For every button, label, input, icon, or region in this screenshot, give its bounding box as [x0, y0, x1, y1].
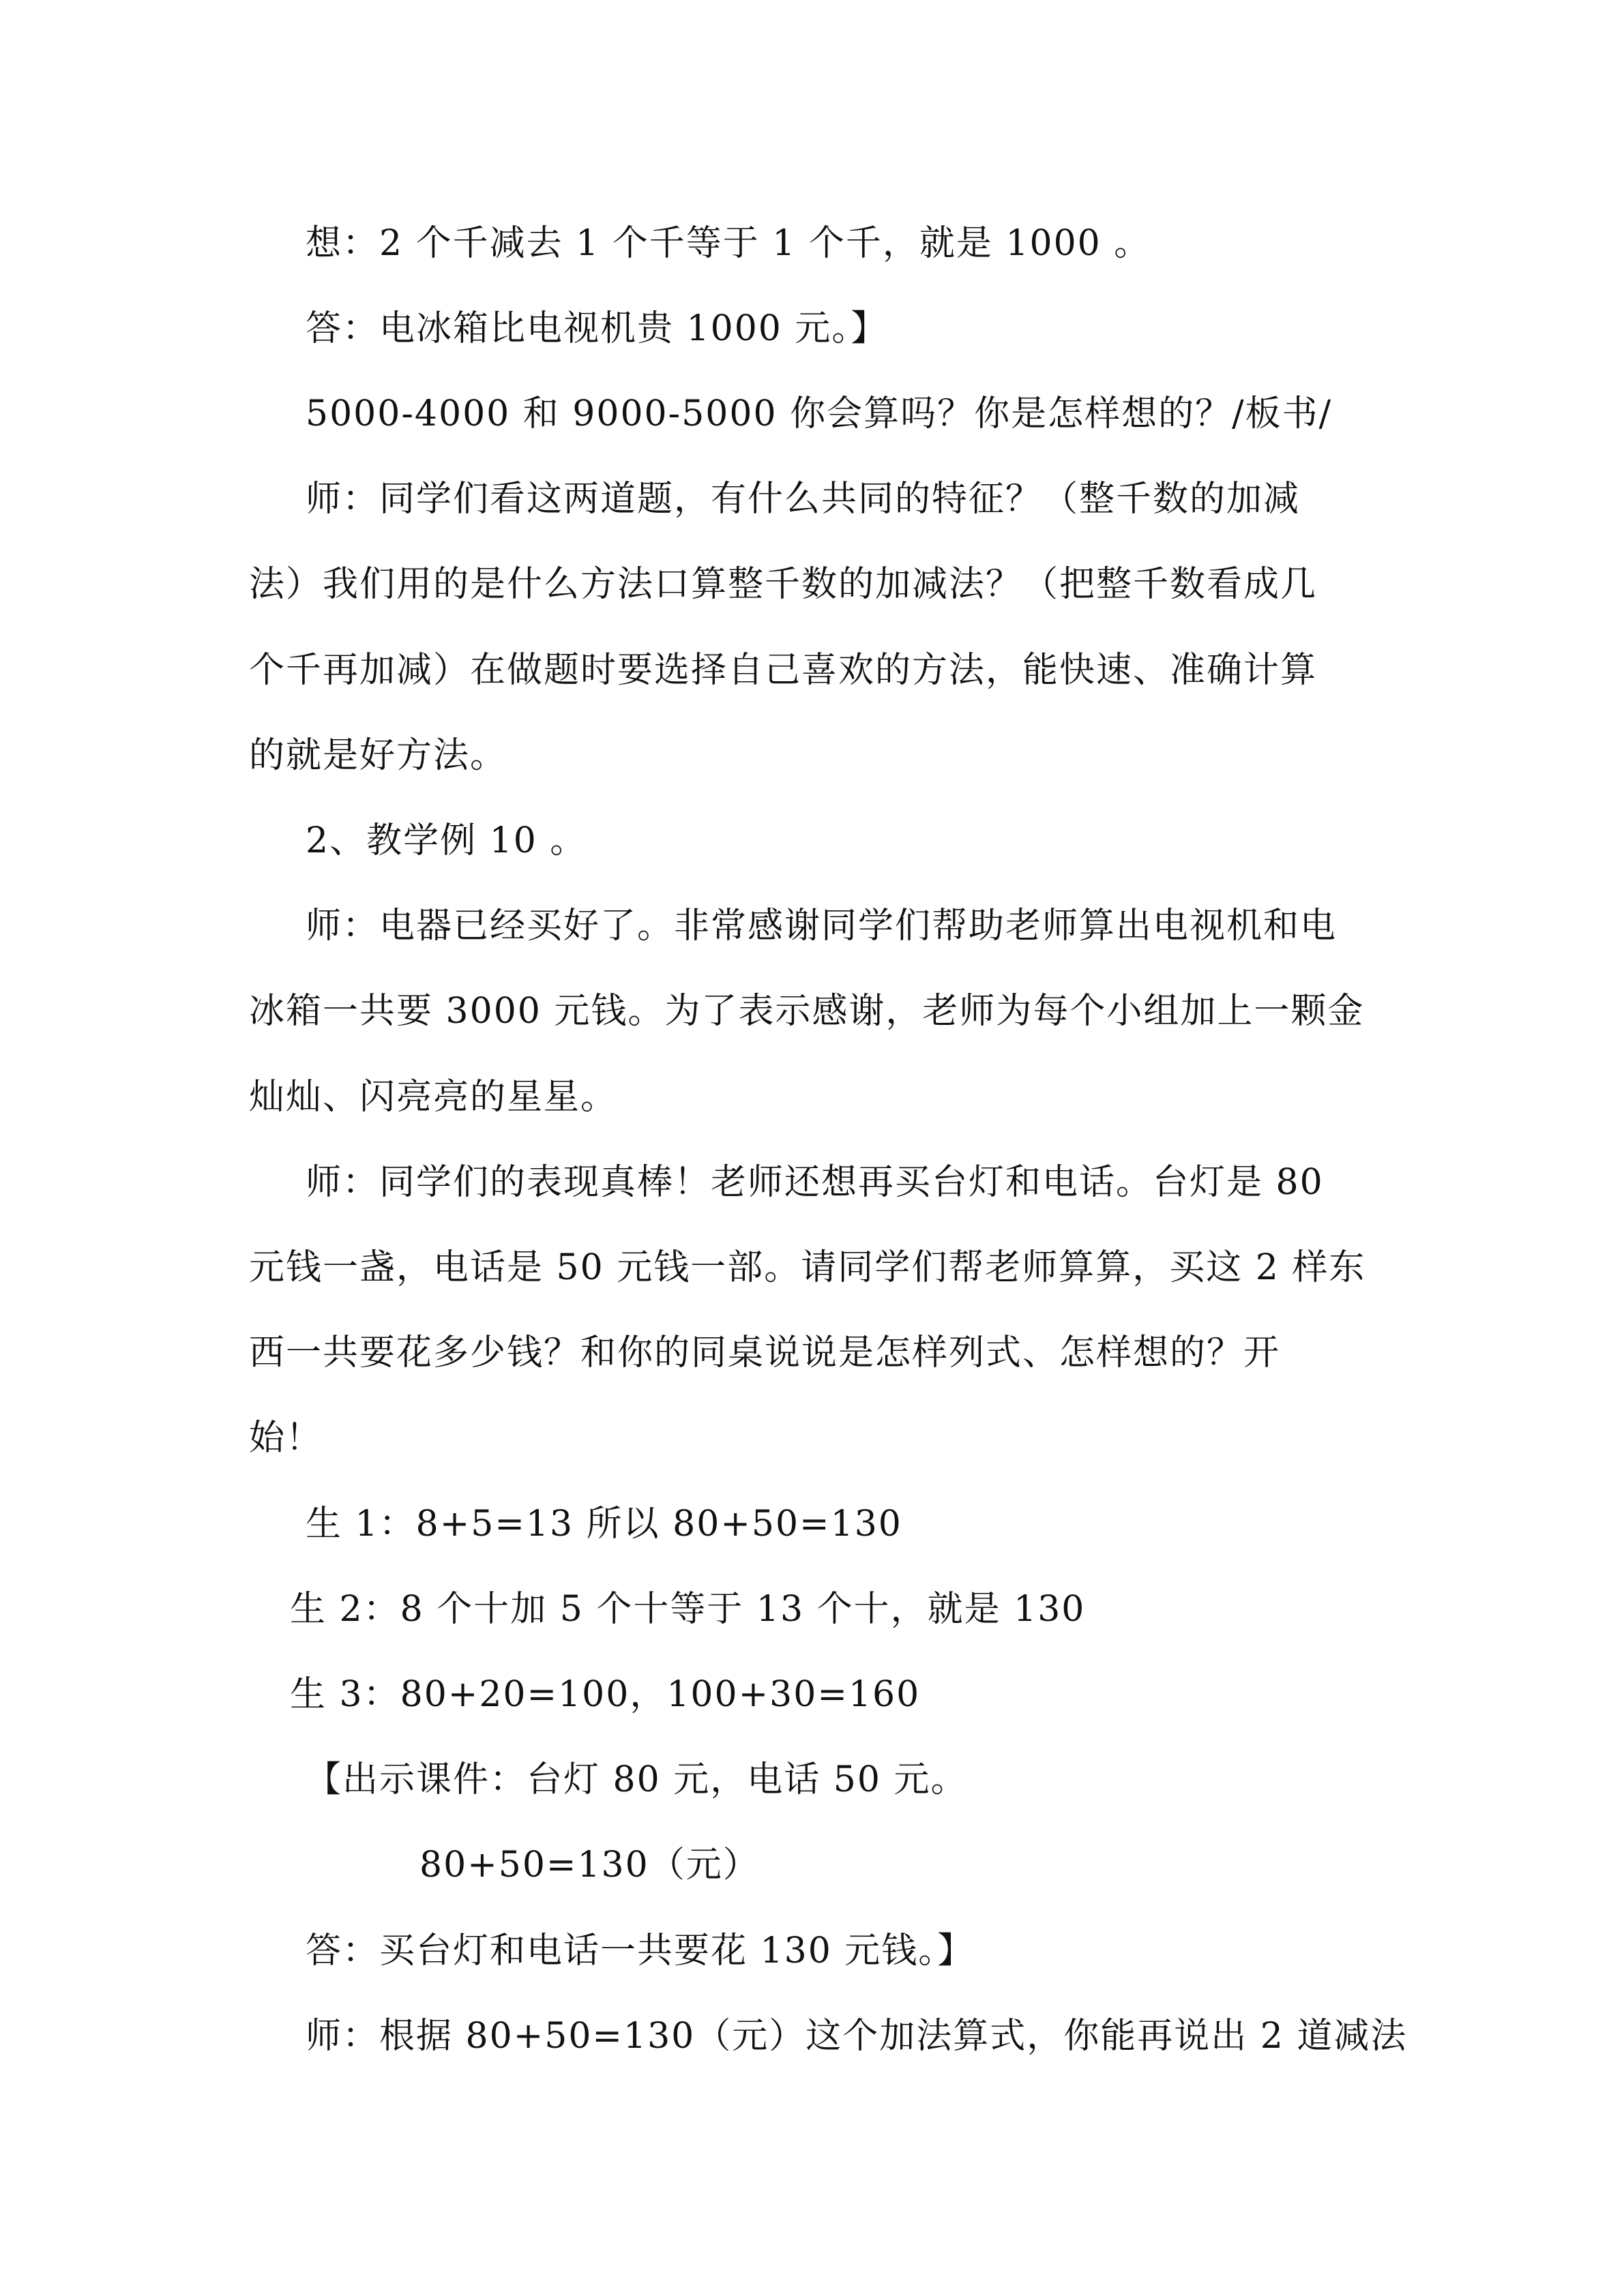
- text-line-2: 答：电冰箱比电视机贵 1000 元。】: [306, 308, 888, 349]
- text-line-7: 的就是好方法。: [249, 735, 507, 776]
- text-line-12: 师：同学们的表现真棒！老师还想再买台灯和电话。台灯是 80: [306, 1162, 1324, 1203]
- text-line-8: 2、教学例 10 。: [306, 820, 587, 861]
- text-line-16: 生 1：8+5=13 所以 80+50=130: [306, 1504, 902, 1545]
- text-line-17: 生 2：8 个十加 5 个十等于 13 个十，就是 130: [290, 1589, 1086, 1630]
- text-line-19: 【出示课件：台灯 80 元，电话 50 元。: [306, 1759, 968, 1800]
- text-line-13: 元钱一盏，电话是 50 元钱一部。请同学们帮老师算算，买这 2 样东: [249, 1247, 1366, 1288]
- text-line-1: 想：2 个千减去 1 个千等于 1 个千，就是 1000 。: [306, 223, 1151, 264]
- text-line-21: 答：买台灯和电话一共要花 130 元钱。】: [306, 1930, 975, 1971]
- text-line-6: 个千再加减）在做题时要选择自己喜欢的方法，能快速、准确计算: [249, 650, 1318, 691]
- text-line-11: 灿灿、闪亮亮的星星。: [249, 1077, 618, 1118]
- text-line-18: 生 3：80+20=100，100+30=160: [290, 1674, 921, 1715]
- text-line-22: 师：根据 80+50=130（元）这个加法算式，你能再说出 2 道减法: [306, 2016, 1408, 2057]
- text-line-15: 始！: [249, 1418, 323, 1459]
- text-line-5: 法）我们用的是什么方法口算整千数的加减法？（把整千数看成几: [249, 564, 1318, 605]
- text-line-4: 师：同学们看这两道题，有什么共同的特征？（整千数的加减: [306, 479, 1301, 520]
- text-line-10: 冰箱一共要 3000 元钱。为了表示感谢，老师为每个小组加上一颗金: [249, 991, 1365, 1032]
- text-line-20: 80+50=130（元）: [419, 1845, 760, 1885]
- text-line-3: 5000-4000 和 9000-5000 你会算吗？你是怎样想的？/板书/: [306, 393, 1333, 434]
- text-line-14: 西一共要花多少钱？和你的同桌说说是怎样列式、怎样想的？开: [249, 1332, 1281, 1373]
- text-line-9: 师：电器已经买好了。非常感谢同学们帮助老师算出电视机和电: [306, 906, 1338, 946]
